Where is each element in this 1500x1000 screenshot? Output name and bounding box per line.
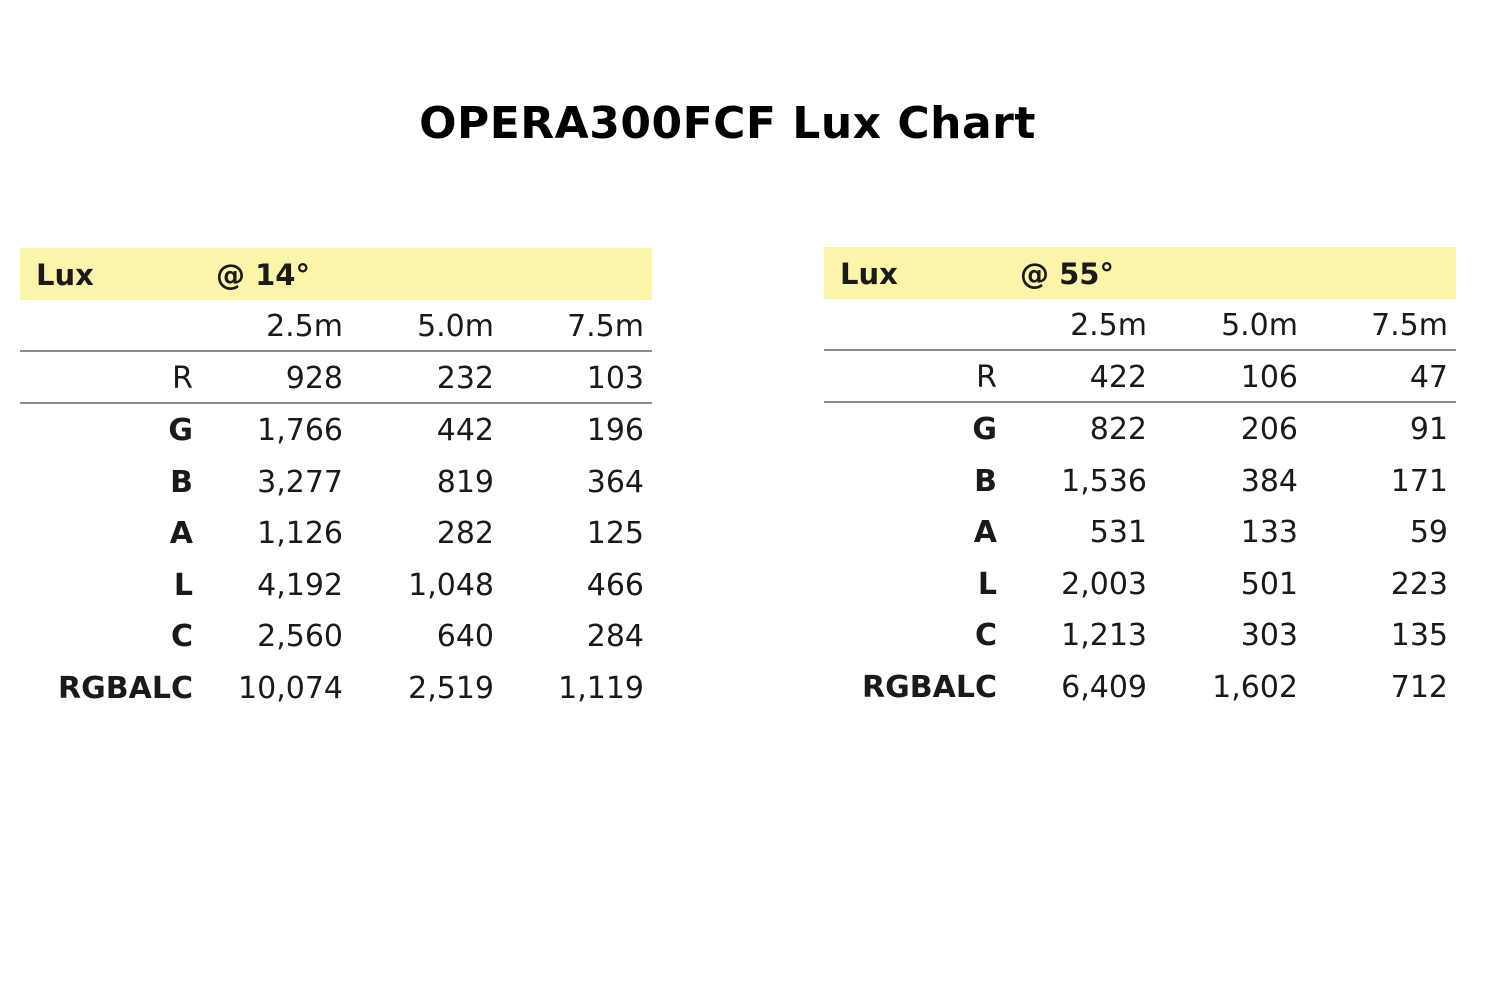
lux-value: 232 [436,361,494,396]
table-row [20,662,652,714]
lux-value: 531 [1089,515,1147,550]
lux-value: 91 [1409,412,1448,447]
lux-value: 2,003 [1061,566,1147,602]
row-label: RGBALC [862,669,997,705]
lux-value: 135 [1390,618,1448,653]
lux-value: 6,409 [1061,669,1147,705]
lux-value: 1,766 [257,413,343,448]
lux-value: 133 [1240,515,1298,550]
lux-value: 196 [586,413,644,448]
row-label: G [972,412,997,447]
lux-value: 1,119 [558,670,644,706]
lux-value: 303 [1240,618,1298,653]
lux-value: 59 [1409,515,1448,550]
table-header-band [20,248,652,300]
lux-value: 422 [1089,360,1147,395]
lux-value: 442 [436,413,494,448]
table-row [824,455,1456,507]
lux-table-14-degree [20,248,652,713]
row-label: A [973,515,997,550]
lux-value: 1,126 [257,516,343,551]
lux-value: 1,048 [408,567,494,603]
lux-value: 282 [436,516,494,551]
lux-value: 125 [586,516,644,551]
distance-column-header: 2.5m [1070,308,1147,343]
distance-column-header: 7.5m [567,309,644,344]
lux-value: 171 [1390,463,1448,499]
table-header-band [824,247,1456,299]
row-label: R [976,360,997,395]
table-row [824,558,1456,610]
distance-header-row [824,299,1456,351]
row-label: B [170,464,193,500]
lux-value: 501 [1240,566,1298,602]
lux-value: 284 [586,619,644,654]
lux-table-55-degree [824,247,1456,712]
table-row [824,609,1456,661]
page-title: OPERA300FCF Lux Chart [419,98,1036,149]
table-row [824,506,1456,558]
lux-value: 3,277 [257,464,343,500]
lux-value: 4,192 [257,567,343,603]
row-label: L [173,567,193,603]
lux-value: 1,213 [1061,618,1147,653]
row-label: B [974,463,997,499]
distance-column-header: 5.0m [417,309,494,344]
row-label: G [168,413,193,448]
row-label: A [169,516,193,551]
lux-value: 1,536 [1061,463,1147,499]
row-label: L [977,566,997,602]
lux-value: 712 [1390,669,1448,705]
lux-value: 640 [436,619,494,654]
lux-value: 822 [1089,412,1147,447]
lux-value: 103 [586,361,644,396]
lux-label: Lux [840,257,898,291]
distance-column-header: 7.5m [1371,308,1448,343]
table-row [20,456,652,508]
table-row [20,352,652,404]
row-label: RGBALC [58,670,193,706]
lux-value: 1,602 [1212,669,1298,705]
lux-label: Lux [36,258,94,292]
row-label: R [172,361,193,396]
distance-column-header: 2.5m [266,309,343,344]
table-row [824,403,1456,455]
lux-value: 2,560 [257,619,343,654]
lux-value: 47 [1409,360,1448,395]
table-row [824,351,1456,403]
table-row [824,661,1456,713]
lux-value: 2,519 [408,670,494,706]
lux-value: 384 [1240,463,1298,499]
row-label: C [170,619,193,654]
table-row [20,404,652,456]
table-row [20,610,652,662]
lux-value: 928 [285,361,343,396]
lux-value: 223 [1390,566,1448,602]
table-row [20,507,652,559]
beam-angle-label: @ 55° [1020,257,1114,291]
lux-value: 206 [1240,412,1298,447]
beam-angle-label: @ 14° [216,258,310,292]
distance-column-header: 5.0m [1221,308,1298,343]
lux-value: 466 [586,567,644,603]
table-row [20,559,652,611]
lux-value: 106 [1240,360,1298,395]
lux-value: 10,074 [238,670,343,706]
row-label: C [974,618,997,653]
distance-header-row [20,300,652,352]
lux-value: 364 [586,464,644,500]
lux-value: 819 [436,464,494,500]
